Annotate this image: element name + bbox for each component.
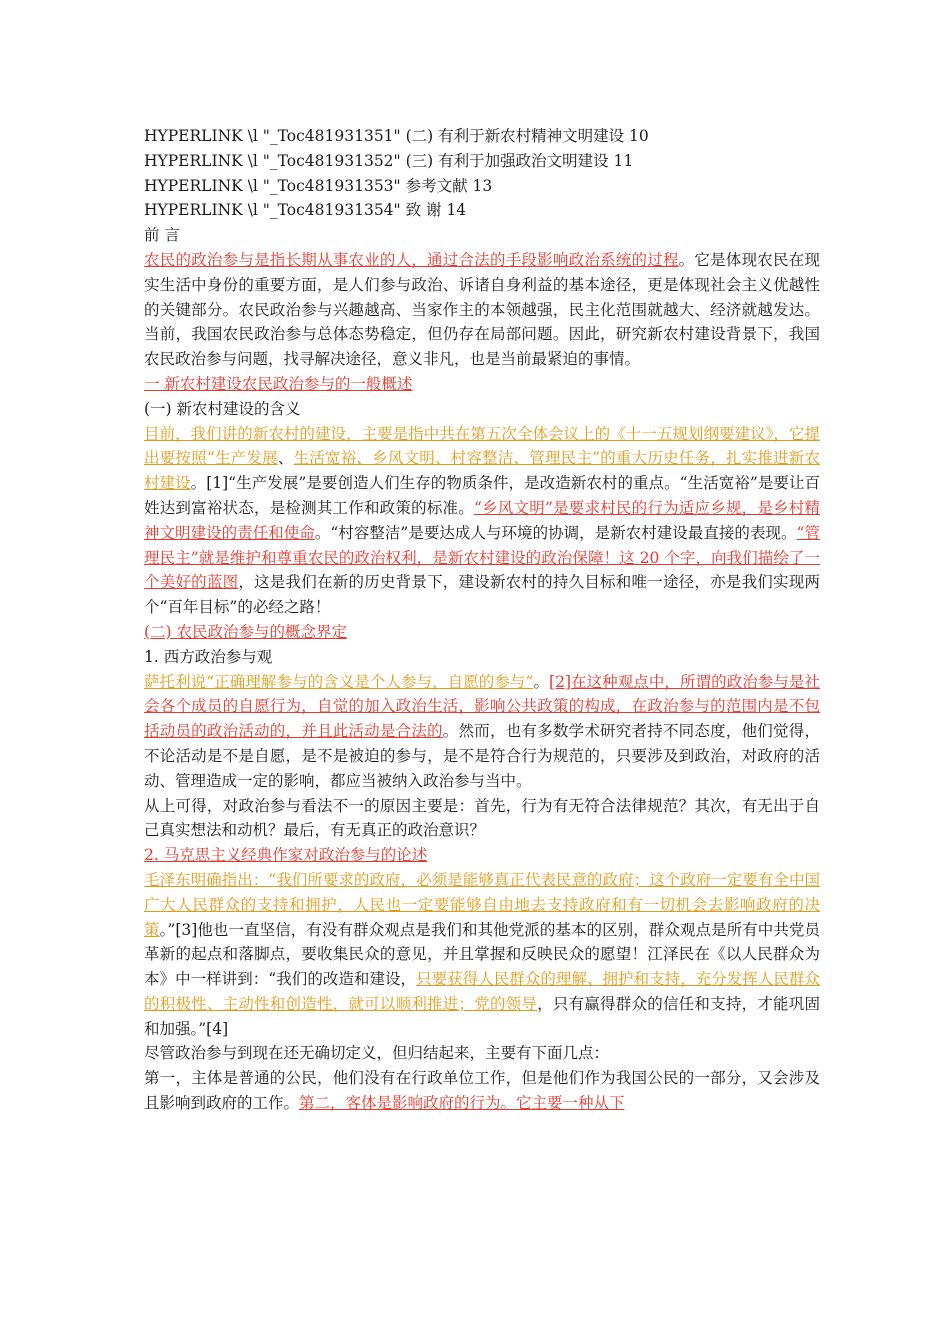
subsection-heading: (一) 新农村建设的含义 bbox=[144, 399, 301, 418]
text: 、 bbox=[277, 449, 294, 468]
highlight-red: “管理民主”就是维护和尊重农民的政治权利，是新农村建设的政治保障！这 20 个字，向我们描绘了一个美好的蓝图 bbox=[144, 523, 820, 592]
highlight-red: “乡风文明”是要求村民的行为适应乡规，是乡村精神文明建设的责任和使命 bbox=[144, 498, 820, 542]
text: ，这是我们在新的历史背景下，建设新农村的持久目标和唯一途径，亦是我们实现两个“百年目标”的必经之路！ bbox=[144, 573, 820, 617]
highlight-orange: 萨托利说“正确理解参与的含义是个人参与，自愿的参与” bbox=[144, 672, 534, 691]
subsection-heading: 2. 马克思主义经典作家对政治参与的论述 bbox=[144, 846, 428, 865]
document-page bbox=[144, 124, 820, 1116]
text: 。 bbox=[533, 672, 550, 691]
paragraph: 从上可得，对政治参与看法不一的原因主要是：首先，行为有无符合法律规范？其次，有无出于自己真实想法和动机？最后，有无真正的政治意识？ bbox=[144, 796, 820, 840]
toc-entry[interactable]: HYPERLINK \l "_Toc481931353" 参考文献 13 bbox=[144, 176, 493, 195]
toc-entry[interactable]: HYPERLINK \l "_Toc481931351" (二) 有利于新农村精神文明建设 10 bbox=[144, 127, 649, 145]
preface-paragraph bbox=[144, 248, 820, 372]
paragraph: 尽管政治参与到现在还无确切定义，但归结起来，主要有下面几点： bbox=[144, 1044, 610, 1063]
highlight-red: 农民的政治参与是指长期从事农业的人，通过合法的手段影响政治系统的过程 bbox=[144, 250, 679, 269]
subsection-heading: (二) 农民政治参与的概念界定 bbox=[144, 622, 348, 641]
text: 。[1]“生产发展”是要创造人们生存的物质条件，是改造新农村的重点。“生活宽裕”是要让百姓达到富裕状态，是检测其工作和政策的标准。 bbox=[144, 474, 820, 517]
subsection-heading: 1. 西方政治参与观 bbox=[144, 647, 273, 666]
highlight-orange: 毛泽东明确指出：“我们所要求的政府，必须是能够真正代表民意的政府；这个政府一定要有全中国广大人民群众的支持和拥护，人民也一定要能够自由地去支持政府和有一切机会去影响政府的决策 bbox=[144, 870, 820, 939]
highlight-orange: 目前，我们讲的新农村的建设，主要是指中共在第五次全体会议上的《十一五规划纲要建议》，它提出要按照“生产发展 bbox=[144, 424, 820, 468]
preface-heading: 前 言 bbox=[144, 226, 180, 245]
toc-entry[interactable]: HYPERLINK \l "_Toc481931352" (三) 有利于加强政治文明建设 11 bbox=[144, 151, 634, 170]
toc-entry[interactable]: HYPERLINK \l "_Toc481931354" 致 谢 14 bbox=[144, 201, 467, 220]
highlight-orange: 只要获得人民群众的理解、拥护和支持，充分发挥人民群众的积极性、主动性和创造性，就可以顺利推进；党的领导 bbox=[144, 970, 820, 1013]
paragraph bbox=[144, 670, 820, 794]
text: 。然而，也有多数学术研究者持不同态度，他们觉得，不论活动是不是自愿，是不是被迫的参与，是不是符合行为规范的，只要涉及到政治，对政府的活动、管理造成一定的影响，都应当被纳入政治参与当中。 bbox=[144, 722, 820, 790]
highlight-red: 第二，客体是影响政府的行为。它主要一种从下 bbox=[299, 1094, 625, 1113]
text: 。它是体现农民在现实生活中身份的重要方面，是人们参与政治、诉诸自身利益的基本途径，更是体现社会主义优越性的关键部分。农民政治参与兴趣越高、当家作主的本领越强，民主化范围就越大、经济就越发达。当前，我国农民政治参与总体态势稳定，但仍存在局部问题。因此，研究新农村建设背景下，我国农民政治参与问题，找寻解决途径，意义非凡，也是当前最紧迫的事情。 bbox=[144, 250, 820, 369]
text: 。”[3]他也一直坚信，有没有群众观点是我们和其他党派的基本的区别，群众观点是所有中共党员革新的起点和落脚点，要收集民众的意见，并且掌握和反映民众的愿望！江泽民在《以人民群众为本》中一样讲到：“我们的改造和建设， bbox=[144, 920, 820, 989]
highlight-orange: 生活宽裕、乡风文明、村容整洁、管理民主”的重大历史任务，扎实推进新农村建设 bbox=[144, 449, 820, 493]
paragraph bbox=[144, 868, 820, 1042]
paragraph bbox=[144, 422, 820, 620]
paragraph bbox=[144, 1066, 820, 1116]
section-heading: 一 新农村建设农民政治参与的一般概述 bbox=[144, 374, 413, 393]
highlight-red: [2]在这种观点中，所谓的政治参与是社会各个成员的自愿行为，自觉的加入政治生活，影响公共政策的构成，在政治参与的范围内是不包括动员的政治活动的，并且此活动是合法的 bbox=[144, 672, 820, 741]
text: ，只有赢得群众的信任和支持，才能巩固和加强。”[4] bbox=[144, 994, 820, 1038]
text: 。“村容整洁”是要达成人与环境的协调，是新农村建设最直接的表现。 bbox=[314, 523, 797, 542]
text: 第一，主体是普通的公民，他们没有在行政单位工作，但是他们作为我国公民的一部分，又会涉及且影响到政府的工作。 bbox=[144, 1069, 820, 1113]
